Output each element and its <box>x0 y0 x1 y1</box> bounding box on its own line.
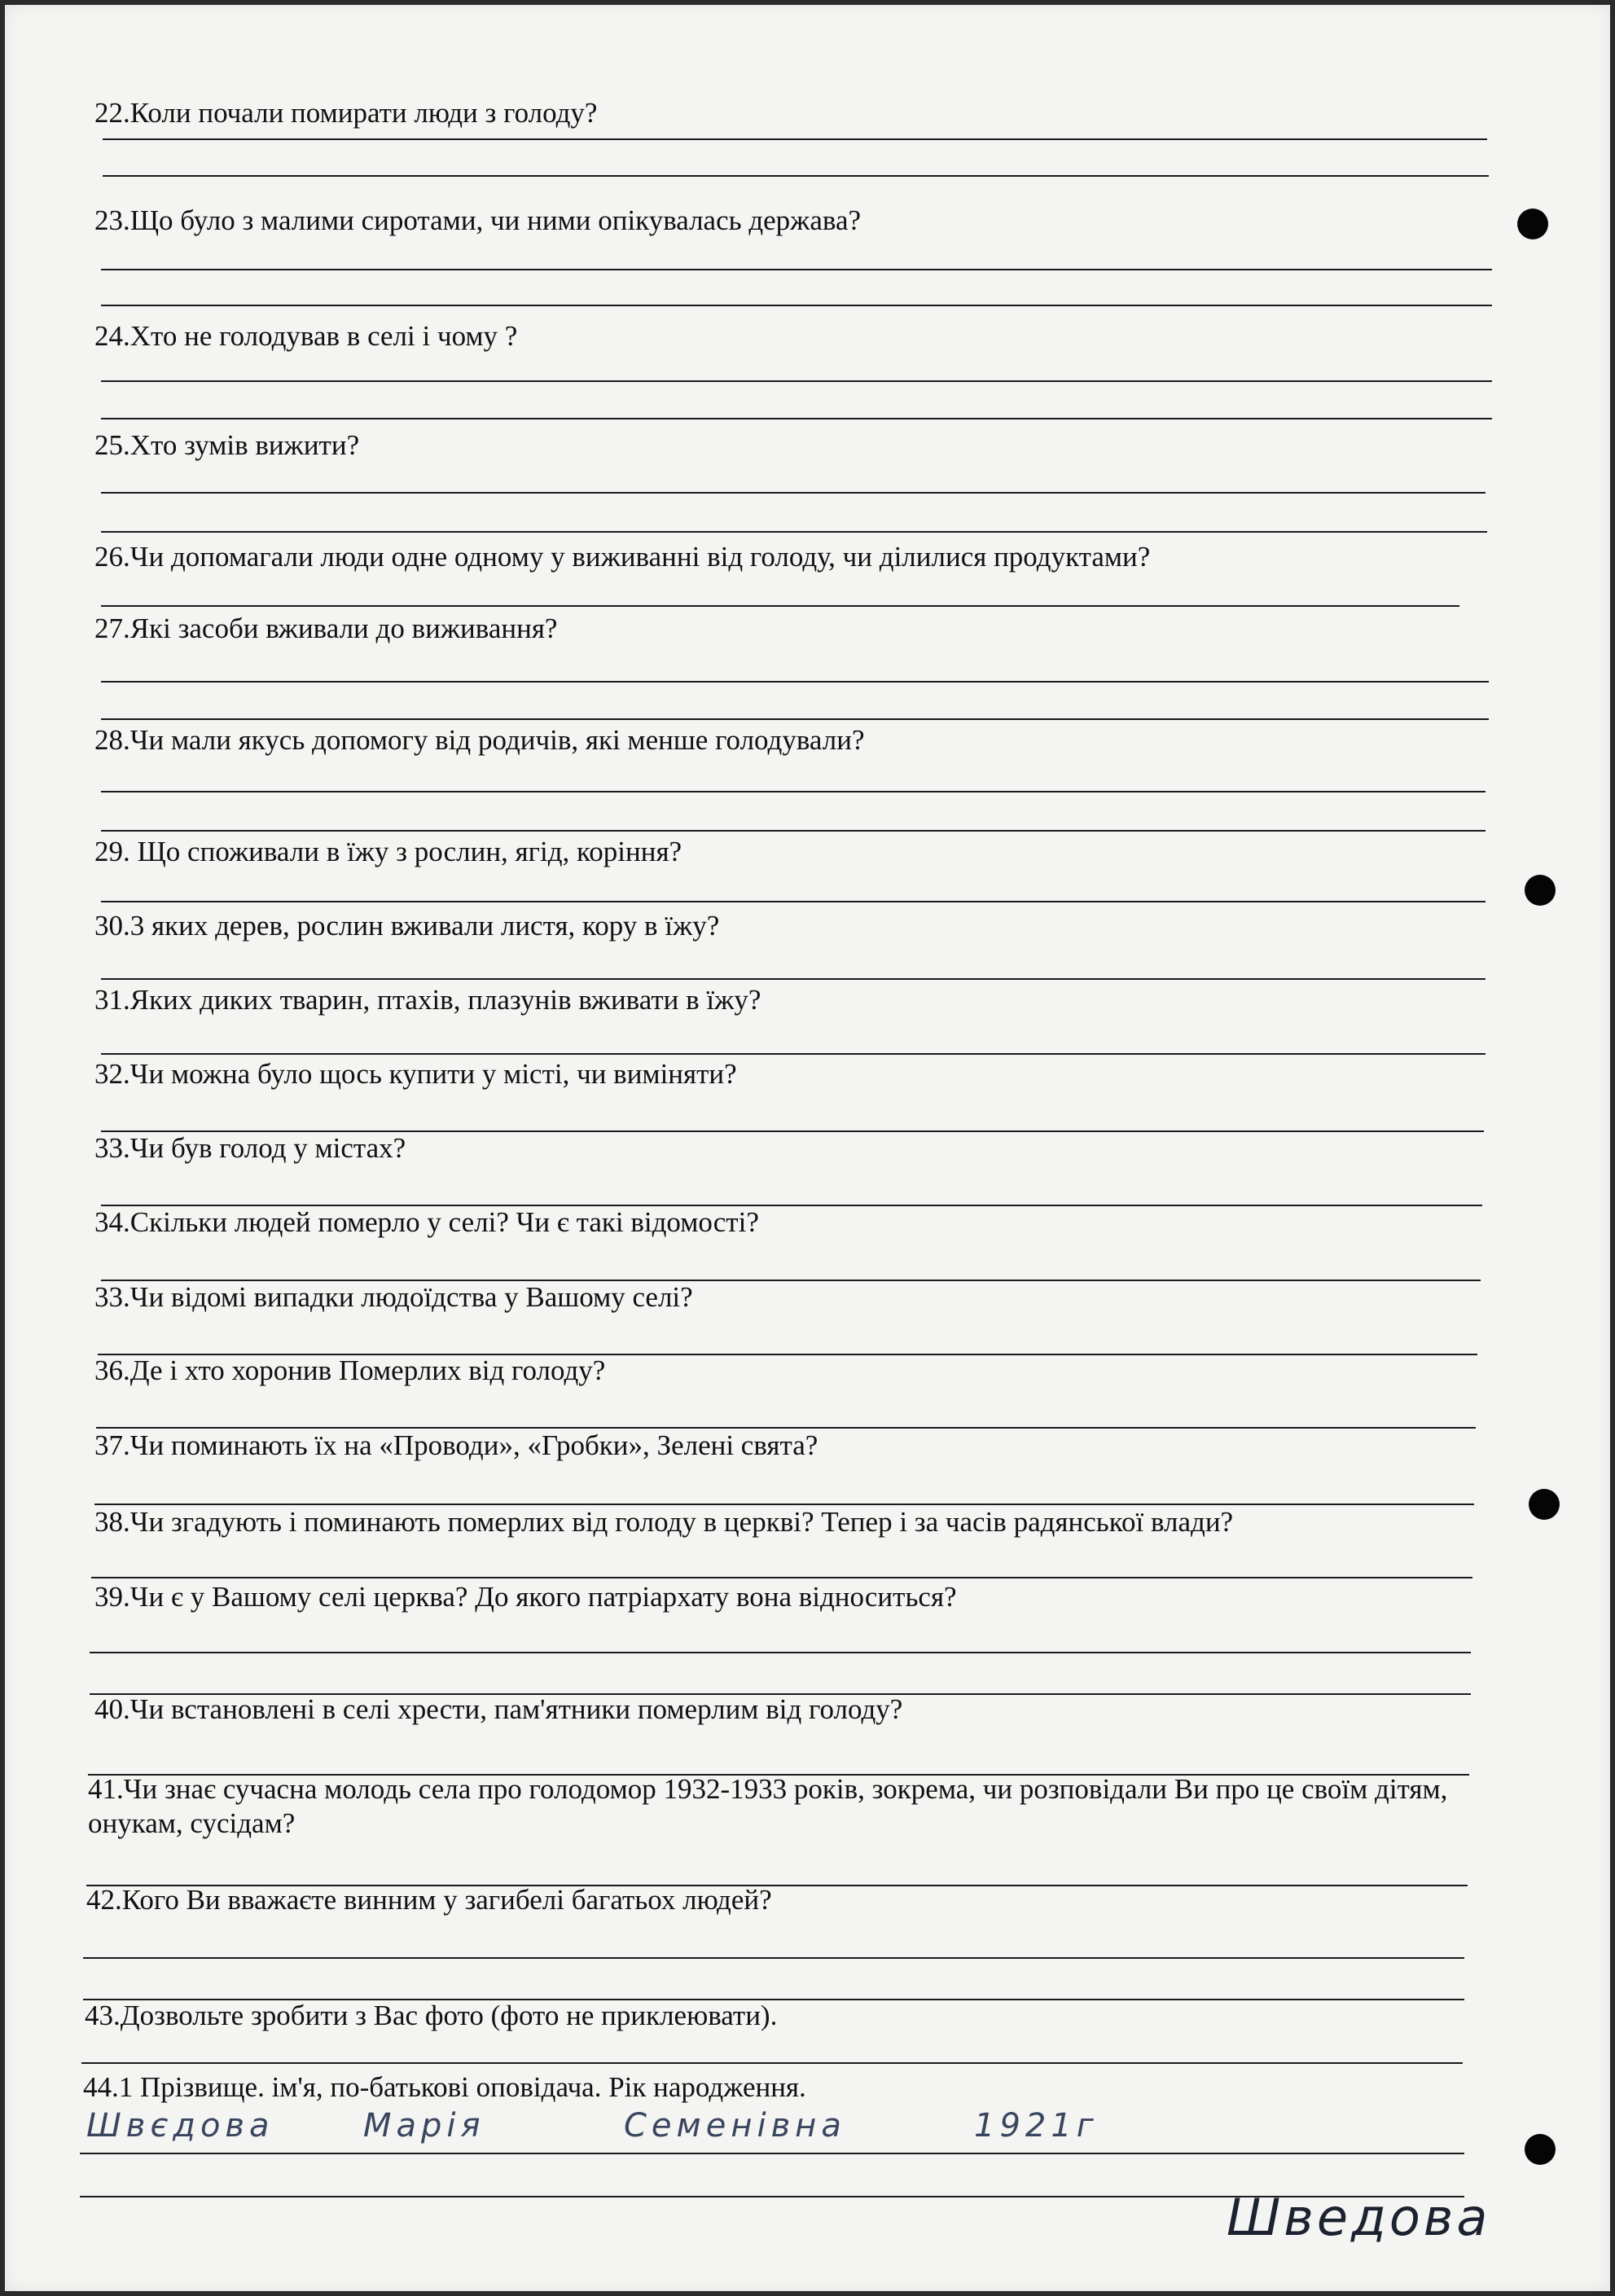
question-22: 22.Коли почали помирати люди з голоду? <box>94 97 598 129</box>
question-40: 40.Чи встановлені в селі хрести, пам'ятники померлим від голоду? <box>94 1693 903 1725</box>
question-36: 36.Де і хто хоронив Померлих від голоду? <box>94 1354 606 1386</box>
answer-line <box>103 175 1489 177</box>
answer-line <box>101 605 1459 607</box>
respondent-birth-year: 1921г <box>974 2107 1099 2145</box>
question-25: 25.Хто зумів вижити? <box>94 429 360 461</box>
answer-line <box>101 978 1486 980</box>
question-44: 44.1 Прізвище. ім'я, по-батькові оповідача. Рік народження. <box>83 2071 806 2103</box>
respondent-name: Марія <box>363 2107 485 2145</box>
answer-line <box>91 1577 1472 1578</box>
question-23: 23.Що було з малими сиротами, чи ними опікувалась держава? <box>94 204 862 236</box>
answer-line <box>101 830 1486 832</box>
binder-hole <box>1525 2134 1556 2165</box>
answer-line <box>90 1652 1471 1653</box>
question-34: 34.Скільки людей померло у селі? Чи є такі відомості? <box>94 1206 759 1238</box>
question-28: 28.Чи мали якусь допомогу від родичів, які менше голодували? <box>94 724 865 756</box>
answer-line <box>103 138 1487 140</box>
question-35: 33.Чи відомі випадки людоїдства у Вашому селі? <box>94 1281 693 1313</box>
answer-line <box>81 2062 1463 2064</box>
question-43: 43.Дозвольте зробити з Вас фото (фото не приклеювати). <box>85 2000 778 2031</box>
question-27: 27.Які засоби вживали до виживання? <box>94 612 558 644</box>
binder-hole <box>1525 875 1556 906</box>
answer-line <box>101 681 1489 683</box>
answer-line <box>101 1053 1486 1055</box>
signature: Шведова <box>1227 2188 1491 2247</box>
question-29: 29. Що споживали в їжу з рослин, ягід, коріння? <box>94 836 682 867</box>
answer-line <box>101 418 1492 419</box>
question-42: 42.Кого Ви вважаєте винним у загибелі багатьох людей? <box>86 1884 772 1916</box>
answer-line <box>83 1957 1464 1959</box>
answer-line <box>101 305 1492 306</box>
respondent-surname: Швєдова <box>86 2107 274 2145</box>
binder-hole <box>1517 209 1548 239</box>
question-26: 26.Чи допомагали люди одне одному у виживанні від голоду, чи ділилися продуктами? <box>94 541 1151 573</box>
answer-line <box>101 718 1489 720</box>
question-32: 32.Чи можна було щось купити у місті, чи виміняти? <box>94 1058 737 1090</box>
answer-line <box>101 531 1487 533</box>
document-page <box>5 5 1610 2291</box>
answer-line <box>101 791 1486 792</box>
question-39: 39.Чи є у Вашому селі церква? До якого патріархату вона відноситься? <box>94 1581 957 1613</box>
answer-line <box>101 492 1486 494</box>
question-38: 38.Чи згадують і поминають померлих від голоду в церкві? Тепер і за часів радянської влади? <box>94 1506 1234 1538</box>
question-33: 33.Чи був голод у містах? <box>94 1132 406 1164</box>
question-30: 30.3 яких дерев, рослин вживали листя, кору в їжу? <box>94 910 720 942</box>
answer-line <box>101 901 1486 902</box>
question-41: 41.Чи знає сучасна молодь села про голодомор 1932-1933 років, зокрема, чи розповідали Ви про це своїм дітям, онукам, сусідам? <box>88 1773 1448 1839</box>
question-31: 31.Яких диких тварин, птахів, плазунів вживати в їжу? <box>94 984 761 1016</box>
question-24: 24.Хто не голодував в селі і чому ? <box>94 320 518 352</box>
question-37: 37.Чи поминають їх на «Проводи», «Гробки», Зелені свята? <box>94 1429 818 1461</box>
binder-hole <box>1529 1489 1560 1520</box>
respondent-patronymic: Семенівна <box>624 2107 846 2145</box>
answer-line <box>101 380 1492 382</box>
answer-line <box>101 269 1492 270</box>
answer-line <box>80 2153 1464 2154</box>
